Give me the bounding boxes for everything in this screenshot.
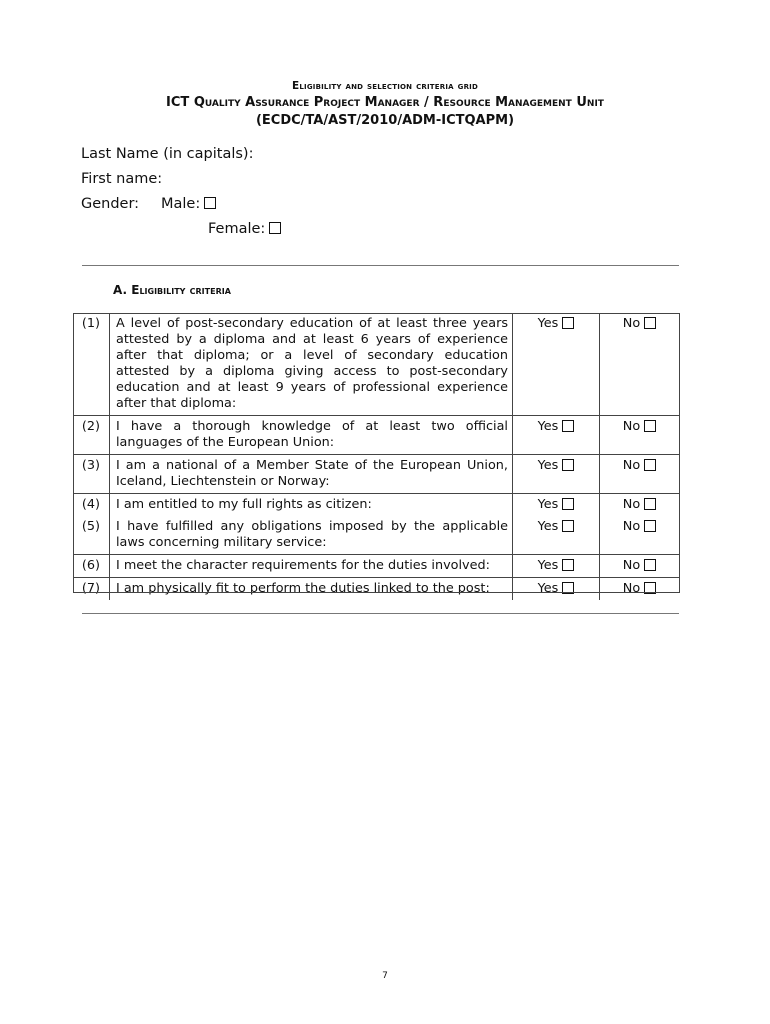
gender-female-option	[208, 221, 281, 237]
gender-male-label: Male:	[161, 196, 201, 212]
criterion-row-2	[73, 416, 679, 455]
criterion-no-option	[600, 578, 680, 601]
gender-female-label: Female:	[208, 221, 266, 237]
yes-label: Yes	[537, 316, 559, 331]
criterion-text: I have a thorough knowledge of at least two official languages of the European Union:	[110, 416, 513, 455]
criterion-yes-option	[513, 455, 600, 494]
yes-label: Yes	[537, 458, 559, 473]
yes-checkbox[interactable]	[562, 559, 574, 571]
criterion-number: (3)	[73, 455, 110, 494]
criterion-number: (6)	[73, 555, 110, 578]
gender-label: Gender:	[81, 196, 140, 212]
criterion-no-option	[600, 555, 680, 578]
criterion-yes-option	[513, 516, 600, 555]
criterion-row-7	[73, 578, 679, 601]
no-checkbox[interactable]	[644, 520, 656, 532]
no-checkbox[interactable]	[644, 459, 656, 471]
no-label: No	[622, 581, 641, 596]
no-label: No	[622, 519, 641, 534]
criterion-row-5	[73, 516, 679, 555]
yes-checkbox[interactable]	[562, 520, 574, 532]
no-label: No	[622, 558, 641, 573]
no-checkbox[interactable]	[644, 498, 656, 510]
top-divider	[82, 265, 679, 266]
yes-label: Yes	[537, 497, 559, 512]
yes-checkbox[interactable]	[562, 582, 574, 594]
no-label: No	[622, 497, 641, 512]
criterion-text: I have fulfilled any obligations imposed by the applicable laws concerning military service:	[110, 516, 513, 555]
yes-label: Yes	[537, 519, 559, 534]
criterion-number: (4)	[73, 494, 110, 517]
yes-label: Yes	[537, 581, 559, 596]
last-name-label: Last Name (in capitals):	[81, 146, 254, 162]
bottom-divider	[82, 613, 679, 614]
page-number: 7	[382, 971, 388, 981]
document-title-line2: ICT Quality Assurance Project Manager / Resource Management Unit	[166, 95, 604, 110]
criterion-no-option	[600, 416, 680, 455]
gender-male-option	[161, 196, 216, 212]
document-title-line1: Eligibility and selection criteria grid	[292, 80, 478, 92]
criterion-text: I am entitled to my full rights as citizen:	[110, 494, 513, 517]
no-checkbox[interactable]	[644, 317, 656, 329]
criterion-no-option	[600, 455, 680, 494]
criterion-yes-option	[513, 313, 600, 416]
no-label: No	[622, 316, 641, 331]
document-reference-code: (ECDC/TA/AST/2010/ADM-ICTQAPM)	[255, 113, 515, 128]
eligibility-criteria-table	[73, 313, 679, 600]
criterion-no-option	[600, 494, 680, 517]
yes-label: Yes	[537, 558, 559, 573]
gender-female-checkbox[interactable]	[269, 222, 281, 234]
criterion-yes-option	[513, 555, 600, 578]
criterion-number: (1)	[73, 313, 110, 416]
yes-checkbox[interactable]	[562, 498, 574, 510]
criterion-yes-option	[513, 578, 600, 601]
gender-male-checkbox[interactable]	[204, 197, 216, 209]
no-label: No	[622, 419, 641, 434]
section-a-heading: A. Eligibility criteria	[113, 283, 231, 297]
yes-checkbox[interactable]	[562, 459, 574, 471]
criterion-yes-option	[513, 494, 600, 517]
criterion-row-3	[73, 455, 679, 494]
yes-checkbox[interactable]	[562, 420, 574, 432]
criterion-text: I am a national of a Member State of the European Union, Iceland, Liechtenstein or Norway:	[110, 455, 513, 494]
yes-checkbox[interactable]	[562, 317, 574, 329]
yes-label: Yes	[537, 419, 559, 434]
no-checkbox[interactable]	[644, 582, 656, 594]
criterion-row-1	[73, 313, 679, 416]
criterion-row-6	[73, 555, 679, 578]
criterion-yes-option	[513, 416, 600, 455]
criterion-text: A level of post-secondary education of at least three years attested by a diploma and at least 6 years of experience after that diploma; or a level of secondary education attested by a diploma giving access to post-secondary education and at least 9 years of professional experience after that diploma:	[110, 313, 513, 416]
criterion-number: (2)	[73, 416, 110, 455]
first-name-label: First name:	[81, 171, 163, 187]
criterion-no-option	[600, 516, 680, 555]
no-checkbox[interactable]	[644, 559, 656, 571]
criterion-text: I meet the character requirements for the duties involved:	[110, 555, 513, 578]
criterion-number: (7)	[73, 578, 110, 601]
no-checkbox[interactable]	[644, 420, 656, 432]
no-label: No	[622, 458, 641, 473]
criterion-no-option	[600, 313, 680, 416]
criterion-row-4	[73, 494, 679, 517]
criterion-number: (5)	[73, 516, 110, 555]
criterion-text: I am physically fit to perform the duties linked to the post:	[110, 578, 513, 601]
